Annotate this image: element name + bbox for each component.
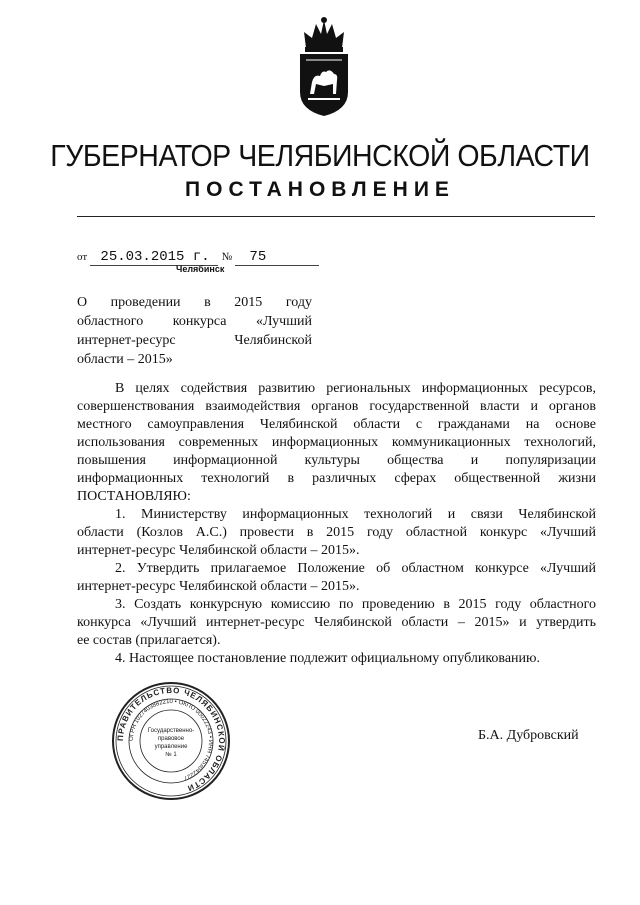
signatory-name: Б.А. Дубровский [478,728,579,743]
document-body [77,380,596,668]
city-label: Челябинск [176,264,225,274]
subject-line: интернет-ресурс Челябинской [77,333,312,348]
date-prefix: от [77,251,88,263]
body-line: области (Козлов А.С.) провести в 2015 году областной конкурс «Лучший [77,525,596,540]
document-title: ГУБЕРНАТОР ЧЕЛЯБИНСКОЙ ОБЛАСТИ [50,138,590,173]
body-line: В целях содействия развитию региональных информационных ресурсов, [115,381,596,396]
stamp-center-line: управление [154,744,188,750]
body-line: информационных технологий в различных сферах общественной жизни [77,471,596,486]
body-line: использования современных информационных коммуникационных технологий, [77,435,596,450]
body-line: интернет-ресурс Челябинской области – 2015». [77,543,360,558]
document-number: 75 [235,249,319,266]
body-line: 3. Создать конкурсную комиссию по проведению в 2015 году областного [115,597,596,612]
subject-line: областного конкурса «Лучший [77,314,312,329]
body-line: повышения информационной культуры общества и популяризации [77,453,596,468]
body-line: 4. Настоящее постановление подлежит официальному опубликованию. [115,651,540,666]
stamp-inner-text: ОГРН 1027403882210 • ОКПО 00022243 • ИНН 7453042227 [128,698,214,781]
header-divider [77,216,595,217]
decree-keyword: ПОСТАНОВЛЯЮ: [77,489,191,504]
body-line: интернет-ресурс Челябинской области – 2015». [77,579,360,594]
body-line: совершенствования взаимодействия органов государственной власти и органов [77,399,596,414]
stamp-outer-text: ПРАВИТЕЛЬСТВО ЧЕЛЯБИНСКОЙ ОБЛАСТИ [115,685,227,794]
body-line: ее состав (прилагается). [77,633,221,648]
subject-line: области – 2015» [77,352,173,367]
stamp-center-line: Государственно- [147,728,195,734]
document-subject [77,293,312,369]
stamp-center-line: правовое [157,736,185,742]
document-date: 25.03.2015 г. [90,249,218,266]
body-line: 1. Министерству информационных технологий и связи Челябинской [115,507,596,522]
number-prefix: № [221,251,233,263]
document-type: ПОСТАНОВЛЕНИЕ [185,178,455,201]
body-line: конкурса «Лучший интернет-ресурс Челябинской области – 2015» и утвердить [77,615,596,630]
official-stamp-icon [110,680,232,802]
subject-line: О проведении в 2015 году [77,295,312,310]
body-line: местного самоуправления Челябинской области с гражданами на основе [77,417,596,432]
stamp-center-line: № 1 [165,752,177,758]
coat-of-arms-icon [294,14,354,118]
body-line: 2. Утвердить прилагаемое Положение об областном конкурсе «Лучший [115,561,596,576]
